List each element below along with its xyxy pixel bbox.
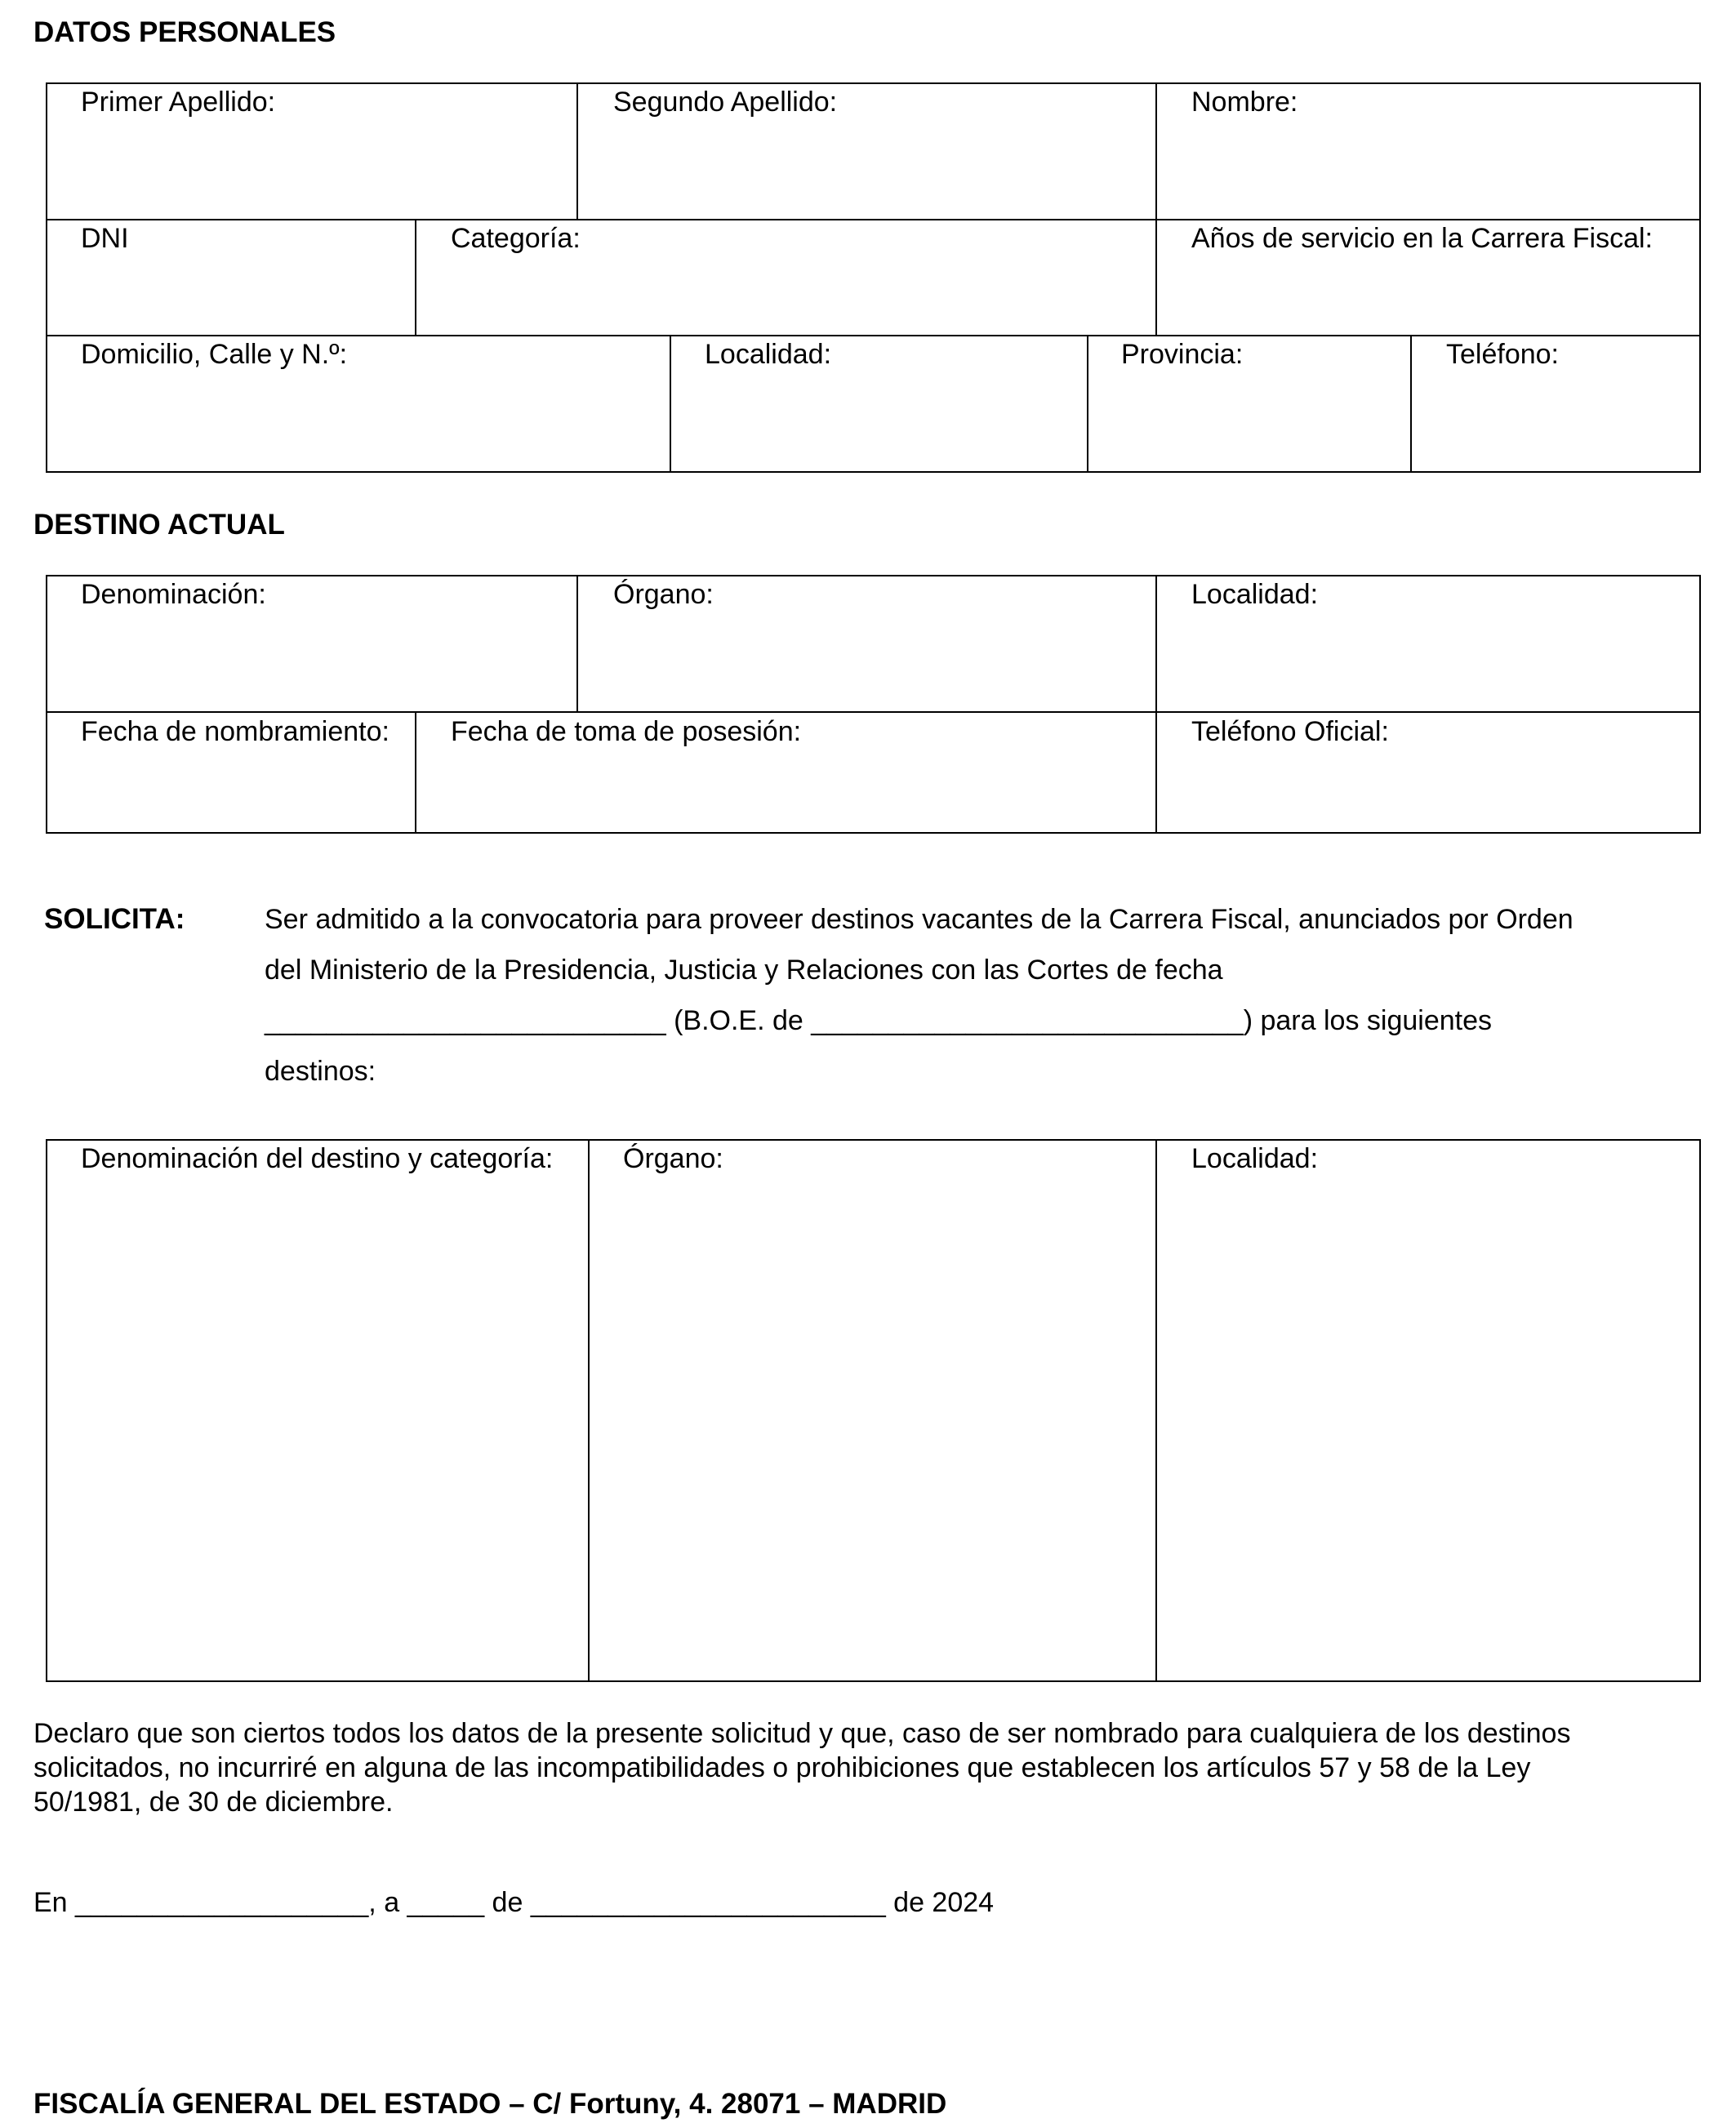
- row-divider: [46, 711, 1701, 713]
- col-divider: [576, 575, 578, 712]
- solicita-paragraph: [265, 894, 1630, 1097]
- field-anos-servicio[interactable]: Años de servicio en la Carrera Fiscal:: [1191, 223, 1654, 254]
- field-destino-denominacion[interactable]: Denominación del destino y categoría:: [81, 1143, 554, 1174]
- field-primer-apellido[interactable]: Primer Apellido:: [81, 87, 276, 118]
- col-divider: [415, 711, 416, 834]
- solicita-line-3[interactable]: __________________________ (B.O.E. de ____________________________) para los siguientes: [265, 1005, 1492, 1036]
- col-divider: [588, 1139, 590, 1682]
- section-heading-datos-personales: DATOS PERSONALES: [33, 16, 336, 48]
- col-divider: [1155, 1139, 1157, 1682]
- table-frame: [46, 1139, 1701, 1682]
- col-divider: [1155, 219, 1157, 336]
- date-line[interactable]: En ___________________, a _____ de _______________________ de 2024: [33, 1887, 995, 1918]
- field-destino-localidad[interactable]: Localidad:: [1191, 1143, 1319, 1174]
- field-nombre[interactable]: Nombre:: [1191, 87, 1298, 118]
- declaration-text: Declaro que son ciertos todos los datos de la presente solicitud y que, caso de ser nombrado para cualquiera de los destinos solicitados, no incurriré en alguna de las incompatibilidades o prohibiciones que establecen los artículos 57 y 58 de la Ley 50/1981, de 30 de diciembre.: [33, 1718, 1571, 1818]
- field-telefono-oficial[interactable]: Teléfono Oficial:: [1191, 716, 1389, 747]
- solicita-line-1: Ser admitido a la convocatoria para proveer destinos vacantes de la Carrera Fiscal, anunciados por Orden: [265, 904, 1574, 935]
- field-localidad[interactable]: Localidad:: [705, 339, 832, 370]
- footer-address: FISCALÍA GENERAL DEL ESTADO – C/ Fortuny, 4. 28071 – MADRID: [33, 2088, 947, 2120]
- field-denominacion[interactable]: Denominación:: [81, 579, 266, 610]
- solicita-line-2: del Ministerio de la Presidencia, Justicia y Relaciones con las Cortes de fecha: [265, 955, 1223, 986]
- table-frame: [46, 82, 1701, 473]
- col-divider: [576, 82, 578, 220]
- field-localidad-actual[interactable]: Localidad:: [1191, 579, 1319, 610]
- field-organo[interactable]: Órgano:: [613, 579, 714, 610]
- field-segundo-apellido[interactable]: Segundo Apellido:: [613, 87, 838, 118]
- section-heading-destino-actual: DESTINO ACTUAL: [33, 509, 285, 541]
- row-divider: [46, 219, 1701, 220]
- field-domicilio[interactable]: Domicilio, Calle y N.º:: [81, 339, 348, 370]
- row-divider: [46, 335, 1701, 336]
- col-divider: [1410, 335, 1412, 473]
- col-divider: [1155, 82, 1157, 220]
- field-fecha-posesion[interactable]: Fecha de toma de posesión:: [451, 716, 802, 747]
- field-categoria[interactable]: Categoría:: [451, 223, 581, 254]
- field-destino-organo[interactable]: Órgano:: [623, 1143, 723, 1174]
- solicita-label: SOLICITA:: [44, 903, 185, 935]
- col-divider: [670, 335, 671, 473]
- col-divider: [415, 219, 416, 336]
- field-telefono[interactable]: Teléfono:: [1446, 339, 1559, 370]
- field-provincia[interactable]: Provincia:: [1121, 339, 1244, 370]
- col-divider: [1087, 335, 1088, 473]
- col-divider: [1155, 575, 1157, 834]
- field-fecha-nombramiento[interactable]: Fecha de nombramiento:: [81, 716, 389, 747]
- solicita-line-4: destinos:: [265, 1056, 376, 1087]
- field-dni[interactable]: DNI: [81, 223, 129, 254]
- table-frame: [46, 575, 1701, 834]
